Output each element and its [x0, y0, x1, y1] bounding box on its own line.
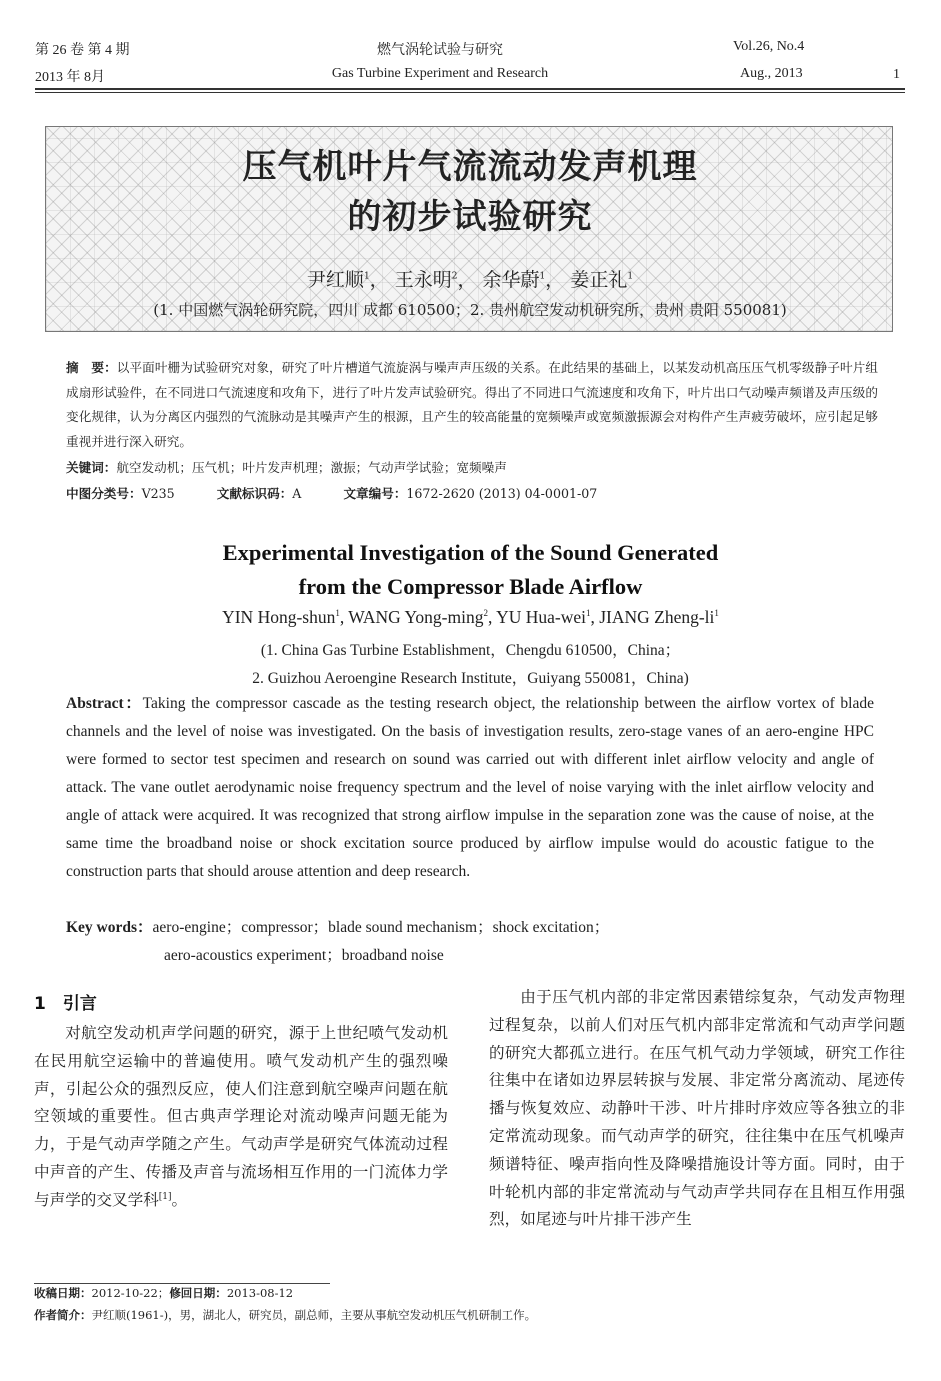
- header-date-cn: 2013 年 8月: [35, 70, 105, 85]
- author-cn: 尹红顺: [306, 269, 364, 291]
- authors-en: YIN Hong-shun$^1$, WANG Yong-ming$^2$, YU Hua-wei$^1$, JIANG Zheng-$li^1$: [222, 607, 719, 627]
- author-en-sup: 2: [483, 608, 488, 619]
- author-en-sup: 1: [585, 608, 591, 619]
- revised-date: 2013-08-12: [226, 1286, 294, 1300]
- title-cn-line2: 的初步试验研究: [347, 197, 593, 237]
- page-number: 1: [893, 67, 900, 82]
- author-en-sup: 1: [335, 608, 340, 619]
- author-cn: 余华蔚: [482, 269, 540, 291]
- received-date: 2012-10-22；: [91, 1286, 170, 1300]
- author-en: YU Hua-wei: [496, 607, 586, 627]
- header-journal-en: Gas Turbine Experiment and Research: [331, 66, 549, 81]
- clc-value: V235: [141, 486, 175, 501]
- doc-code-label: 文献标识码：: [216, 486, 293, 501]
- author-cn: 王永明: [394, 269, 452, 291]
- abstract-en-label: Abstract：: [66, 695, 143, 712]
- affiliation-cn: (1. 中国燃气涡轮研究院，四川 成都 610500；2. 贵州航空发动机研究所，贵州 贵阳 550081): [153, 301, 787, 319]
- author-en: JIANG Zheng-li: [599, 607, 715, 627]
- header-date-en: Aug., 2013: [740, 66, 803, 81]
- body-column-right: [489, 984, 905, 1234]
- author-en: WANG Yong-ming: [348, 607, 484, 627]
- author-en: YIN Hong-shun: [222, 607, 336, 627]
- citation-ref: [1]: [158, 1191, 172, 1202]
- author-cn: 姜正礼: [570, 269, 628, 291]
- body-column-left: [34, 1020, 448, 1215]
- abstract-cn-text: 以平面叶栅为试验研究对象，研究了叶片槽道气流旋涡与噪声声压级的关系。在此结果的基础上，以某发动机高压压气机零级静子叶片组成扇形试验件，在不同进口气流速度和攻角下，进行了叶片发声试验研究。得出了不同进口气流速度和攻角下，叶片出口气动噪声频谱及声压级的变化规律，认为分离区内强烈的气流脉动是其噪声产生的根源，且产生的较高能量的宽频噪声或宽频激振源会对构件产生声疲劳破坏，应引起足够重视并进行深入研究。: [66, 360, 879, 449]
- revised-label: 修回日期：: [169, 1286, 227, 1300]
- header-rule-thin: [35, 92, 905, 93]
- received-label: 收稿日期：: [34, 1286, 92, 1300]
- keywords-cn: [66, 456, 878, 481]
- abstract-cn-label: 摘 要：: [66, 360, 117, 375]
- author-cn-sup: 1: [627, 271, 634, 282]
- header-volume-en: Vol.26, No.4: [733, 39, 805, 54]
- intro-paragraph-end: 。: [171, 1190, 188, 1209]
- article-number-value: 1672-2620 (2013) 04-0001-07: [406, 486, 598, 501]
- authors-cn: 尹红顺$^1$， 王永明$^2$， 余华蔚$^1$， 姜正礼$^1$: [306, 269, 634, 291]
- author-bio-text: 尹红顺(1961-)，男，湖北人，研究员，副总师，主要从事航空发动机压气机研制工作。: [91, 1308, 537, 1322]
- abstract-en-text: Taking the compressor cascade as the testing research object, the relationship between the airflow vortex of blade channels and the level of noise was investigated. On the basis of investigation results, zero-stage vanes of an aero-engine HPC were formed to sector test specimen and research on sound was carried out with different inlet airflow velocity and angle of attack. The vane outlet aerodynamic noise frequency spectrum and the level of noise varying with the inlet airflow velocity and angle of attack were acquired. It was recognized that strong airflow impulse in the separation zone was the cause of noise, at the same time the broadband noise or shock excitation source produced by airflow impulse would do acoustic fatigue to the construction parts that should arouse attention and deep research.: [66, 695, 874, 880]
- clc-label: 中图分类号：: [66, 486, 142, 501]
- classification-line: [66, 482, 878, 507]
- keywords-en-line1: aero-engine；compressor；blade sound mechanism；shock excitation；: [152, 919, 610, 936]
- author-cn-sup: 1: [363, 271, 370, 282]
- footnote-author-bio: [34, 1307, 536, 1323]
- abstract-cn: [66, 356, 878, 454]
- keywords-en-line2: aero-acoustics experiment；broadband noise: [164, 947, 444, 964]
- section-heading: 1 引言: [34, 994, 97, 1014]
- header-volume-cn: 第 26 卷 第 4 期: [35, 43, 130, 58]
- affiliation-en-line2: 2. Guizhou Aeroengine Research Institute，Guiyang 550081，China): [252, 670, 689, 687]
- intro-paragraph-right: 由于压气机内部的非定常因素错综复杂，气动发声物理过程复杂，以前人们对压气机内部非定常流和气动声学问题的研究大都孤立进行。在压气机气动力学领域，研究工作往往集中在诸如边界层转捩与发展、非定常分离流动、尾迹传播与恢复效应、动静叶干涉、叶片排时序效应等各独立的非定常流动现象。而气动声学的研究，往往集中在压气机噪声频谱特征、噪声指向性及降噪措施设计等方面。同时，由于叶轮机内部的非定常流动与气动声学共同存在且相互作用强烈，如尾迹与叶片排干涉产生: [489, 988, 905, 1229]
- title-box: [45, 126, 893, 332]
- header-rule-thick: [35, 88, 905, 90]
- title-en-line1: Experimental Investigation of the Sound Generated: [222, 540, 719, 565]
- affiliation-en-line1: (1. China Gas Turbine Establishment，Chengdu 610500，China；: [260, 642, 681, 659]
- author-bio-label: 作者简介：: [34, 1308, 92, 1322]
- author-cn-sup: 2: [451, 271, 458, 282]
- author-en-sup: 1: [714, 608, 719, 619]
- keywords-cn-label: 关键词：: [66, 460, 117, 475]
- title-cn-line1: 压气机叶片气流流动发声机理: [242, 147, 698, 187]
- abstract-en: [66, 690, 874, 886]
- footnote-dates: [34, 1285, 293, 1301]
- keywords-en: [66, 914, 874, 970]
- article-number-label: 文章编号：: [343, 486, 407, 501]
- keywords-en-label: Key words：: [66, 919, 153, 936]
- title-en-line2: from the Compressor Blade Airflow: [298, 574, 643, 599]
- doc-code-value: A: [292, 486, 302, 501]
- header-journal-cn: 燃气涡轮试验与研究: [377, 43, 503, 58]
- intro-paragraph-left: 对航空发动机声学问题的研究，源于上世纪喷气发动机在民用航空运输中的普遍使用。喷气发动机产生的强烈噪声，引起公众的强烈反应，使人们注意到航空噪声问题在航空领域的重要性。但古典声学理论对流动噪声问题无能为力，于是气动声学随之产生。气动声学是研究气体流动过程中声音的产生、传播及声音与流场相互作用的一门流体力学与声学的交叉学科: [34, 1024, 448, 1209]
- author-cn-sup: 1: [539, 271, 546, 282]
- footnote-rule: [34, 1283, 330, 1284]
- keywords-cn-text: 航空发动机；压气机；叶片发声机理；激振；气动声学试验；宽频噪声: [116, 460, 507, 475]
